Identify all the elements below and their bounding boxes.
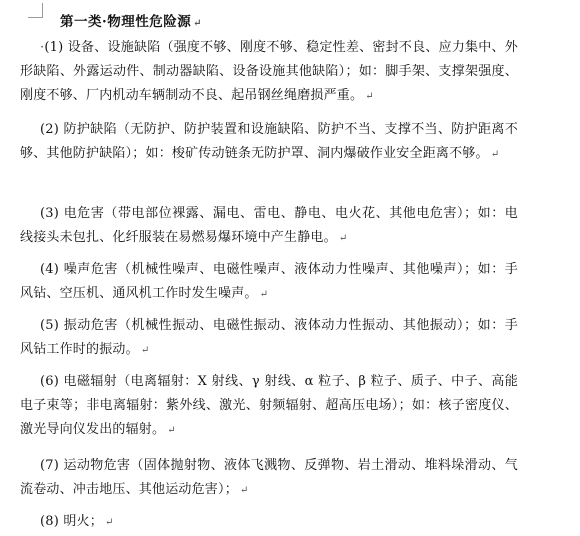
paragraph-text: (3) 电危害（带电部位裸露、漏电、雷电、静电、电火花、其他电危害）；如：电线接头未包扎、化纤服装在易燃易爆环境中产生静电。 [20,206,518,245]
paragraph-text: (4) 噪声危害（机械性噪声、电磁性噪声、液体动力性噪声、其他噪声）；如：手风钻、空压机、通风机工作时发生噪声。 [20,262,518,301]
paragraph-8 [20,510,518,535]
paragraph-mark-icon: ↵ [140,345,150,356]
paragraph-lead-bullet: · [40,40,45,55]
paragraph-mark-icon: ↵ [338,233,348,244]
paragraph-mark-icon: ↵ [104,517,114,528]
paragraph-mark-icon: ↵ [167,425,176,436]
paragraph-mark-icon: ↵ [259,289,269,300]
paragraph-text: (2) 防护缺陷（无防护、防护装置和设施缺陷、防护不当、支撑不当、防护距离不够、其他防护缺陷）；如：梭矿传动链条无防护罩、洞内爆破作业安全距离不够。 [20,122,518,161]
paragraph-mark-icon: ↵ [490,149,500,160]
paragraph-3 [20,202,518,251]
paragraph-1 [20,36,518,109]
section-heading-text: 第一类·物理性危险源 [60,14,192,30]
paragraph-7 [20,454,518,503]
paragraph-text: (7) 运动物危害（固体抛射物、液体飞溅物、反弹物、岩土滑动、堆料垛滑动、气流卷动、冲击地压、其他运动危害）； [20,458,518,497]
paragraph-2 [20,118,518,167]
paragraph-text: (8) 明火； [40,514,103,529]
paragraph-5 [20,314,518,363]
paragraph-4 [20,258,518,307]
paragraph-mark-icon: ↵ [239,485,249,496]
paragraph-text: (6) 电磁辐射（电离辐射：X 射线、γ 射线、α 粒子、β 粒子、质子、中子、高能电子束等；非电离辐射：紫外线、激光、射频辐射、超高压电场）；如：核子密度仪、激光导向仪发出的辐射。 [20,374,518,437]
paragraph-6 [20,370,518,443]
paragraph-mark-icon: ↵ [365,91,374,102]
paragraph-text: (1) 设备、设施缺陷（强度不够、刚度不够、稳定性差、密封不良、应力集中、外形缺陷、外露运动件、制动器缺陷、设备设施其他缺陷）；如：脚手架、支撑架强度、刚度不够、厂内机动车辆制动不良、起吊钢丝绳磨损严重。 [20,40,518,103]
paragraph-text: (5) 振动危害（机械性振动、电磁性振动、液体动力性振动、其他振动）；如：手风钻工作时的振动。 [20,318,518,357]
section-heading [60,10,202,30]
paragraph-mark-icon: ↵ [193,18,203,29]
margin-corner-mark [28,3,43,18]
